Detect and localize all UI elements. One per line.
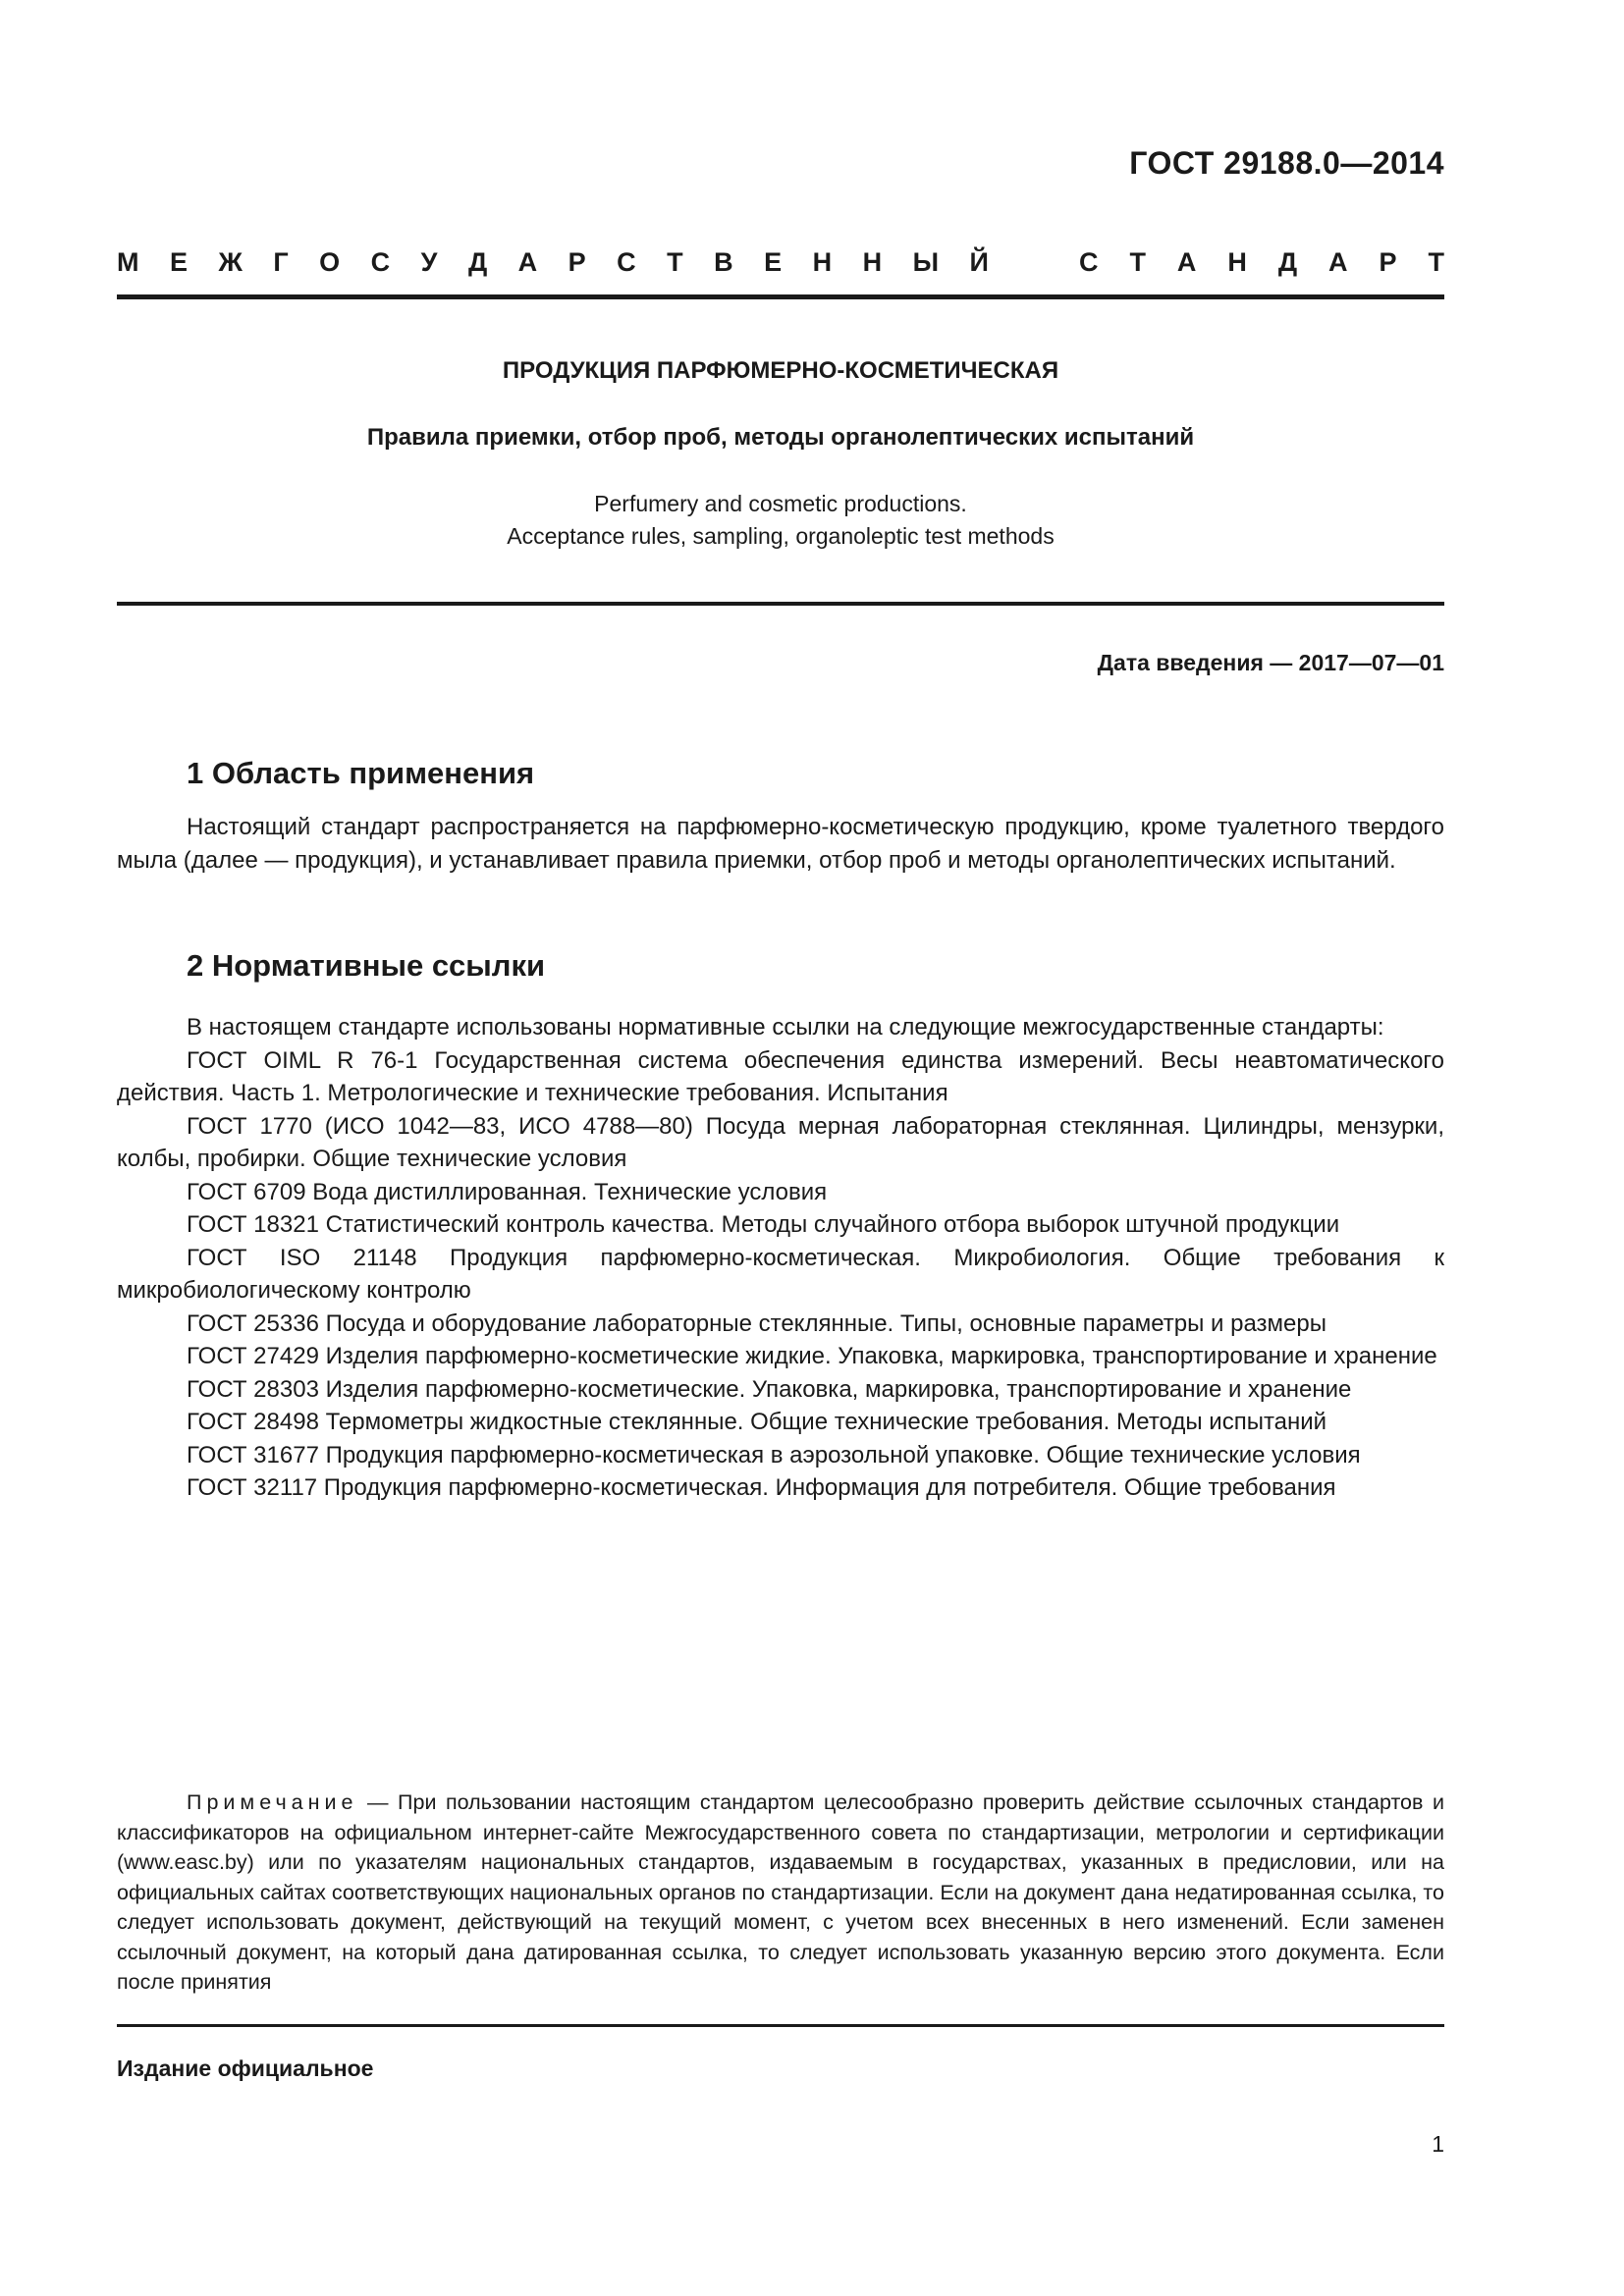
document-title: ПРОДУКЦИЯ ПАРФЮМЕРНО-КОСМЕТИЧЕСКАЯ bbox=[502, 357, 1059, 384]
reference-item: ГОСТ ISO 21148 Продукция парфюмерно-косметическая. Микробиология. Общие требования к микробиологическому контролю bbox=[117, 1244, 1444, 1304]
banner-letter: Р bbox=[568, 247, 586, 277]
banner-letter: У bbox=[420, 247, 438, 277]
effective-date: Дата введения — 2017—07—01 bbox=[1097, 650, 1444, 675]
banner-letter: Ы bbox=[912, 247, 940, 277]
reference-item: ГОСТ 27429 Изделия парфюмерно-косметические жидкие. Упаковка, маркировка, транспортирование и хранение bbox=[187, 1343, 1437, 1369]
banner-letter: Н bbox=[812, 247, 833, 277]
banner-letter: Ж bbox=[218, 247, 243, 277]
banner-letter: А bbox=[517, 247, 538, 277]
title-rule bbox=[117, 602, 1444, 606]
banner-letter: С bbox=[617, 247, 636, 277]
banner-letter: Н bbox=[1227, 247, 1247, 277]
references-intro: В настоящем стандарте использованы нормативные ссылки на следующие межгосударственные стандарты: bbox=[187, 1014, 1384, 1041]
banner-letter: Т bbox=[1129, 247, 1146, 277]
official-edition-label: Издание официальное bbox=[117, 2056, 374, 2081]
note-paragraph bbox=[117, 1788, 1444, 1998]
reference-item: ГОСТ 28303 Изделия парфюмерно-косметические. Упаковка, маркировка, транспортирование и хранение bbox=[187, 1375, 1352, 1403]
english-title bbox=[117, 488, 1444, 553]
banner-letter: А bbox=[1176, 247, 1197, 277]
banner-letter: А bbox=[1328, 247, 1348, 277]
banner-letter: О bbox=[319, 247, 341, 277]
normative-references bbox=[117, 1011, 1444, 1505]
section-1-heading: 1 Область применения bbox=[187, 756, 535, 790]
banner-letter: Д bbox=[1277, 247, 1298, 277]
banner-letter: Н bbox=[862, 247, 883, 277]
standard-code: ГОСТ 29188.0—2014 bbox=[1129, 145, 1444, 181]
reference-item: ГОСТ 31677 Продукция парфюмерно-косметическая в аэрозольной упаковке. Общие технические условия bbox=[187, 1441, 1361, 1468]
english-title-line2: Acceptance rules, sampling, organoleptic test methods bbox=[507, 523, 1055, 549]
note-text: — При пользовании настоящим стандартом целесообразно проверить действие ссылочных стандартов и классификаторов на официальном интернет-сайте Межгосударственного совета по стандартизации, метрологии и сертификации (www.easc.by) или по указателям национальных стандартов, издаваемым в государствах, указанных в предисловии, или на официальных сайтах соответствующих национальных органов по стандартизации. Если на документ дана недатированная ссылка, то следует использовать документ, действующий на текущий момент, с учетом всех внесенных в него изменений. Если заменен ссылочный документ, на который дана датированная ссылка, то следует использовать указанную версию этого документа. Если после принятия bbox=[117, 1790, 1444, 1994]
banner-letter: С bbox=[370, 247, 391, 277]
reference-item: ГОСТ 1770 (ИСО 1042—83, ИСО 4788—80) Посуда мерная лабораторная стеклянная. Цилиндры, мензурки, колбы, пробирки. Общие технические условия bbox=[117, 1112, 1444, 1172]
standard-word bbox=[1079, 247, 1444, 278]
banner-letter: М bbox=[117, 247, 139, 277]
scope-paragraph: Настоящий стандарт распространяется на парфюмерно-косметическую продукцию, кроме туалетного твердого мыла (далее — продукция), и устанавливает правила приемки, отбор проб и методы органолептических испытаний. bbox=[117, 814, 1444, 874]
note-label: Примечание bbox=[187, 1790, 358, 1814]
reference-item: ГОСТ 18321 Статистический контроль качества. Методы случайного отбора выборок штучной продукции bbox=[187, 1211, 1340, 1238]
banner-letter: С bbox=[1079, 247, 1099, 277]
reference-item: ГОСТ 25336 Посуда и оборудование лабораторные стеклянные. Типы, основные параметры и размеры bbox=[187, 1309, 1326, 1337]
section-2-heading: 2 Нормативные ссылки bbox=[187, 948, 546, 983]
banner-letter: Е bbox=[764, 247, 783, 277]
interstate-standard-banner bbox=[117, 247, 1444, 278]
banner-letter: Р bbox=[1379, 247, 1397, 277]
footer-rule bbox=[117, 2024, 1444, 2027]
banner-letter: Д bbox=[467, 247, 488, 277]
reference-item: ГОСТ OIML R 76-1 Государственная система обеспечения единства измерений. Весы неавтоматического действия. Часть 1. Метрологические и технические требования. Испытания bbox=[117, 1046, 1444, 1106]
english-title-line1: Perfumery and cosmetic productions. bbox=[594, 491, 967, 516]
banner-letter: Т bbox=[1428, 247, 1444, 277]
banner-letter: Й bbox=[969, 247, 989, 277]
reference-item: ГОСТ 6709 Вода дистиллированная. Технические условия bbox=[187, 1178, 828, 1205]
banner-letter: Е bbox=[169, 247, 188, 277]
section-1-text bbox=[117, 811, 1444, 877]
page-number: 1 bbox=[1432, 2131, 1444, 2157]
banner-letter: В bbox=[714, 247, 733, 277]
header-rule bbox=[117, 294, 1444, 299]
document-subtitle: Правила приемки, отбор проб, методы органолептических испытаний bbox=[366, 424, 1195, 451]
banner-letter: Г bbox=[273, 247, 289, 277]
reference-item: ГОСТ 28498 Термометры жидкостные стеклянные. Общие технические требования. Методы испытаний bbox=[187, 1409, 1327, 1435]
reference-item: ГОСТ 32117 Продукция парфюмерно-косметическая. Информация для потребителя. Общие требования bbox=[187, 1474, 1336, 1501]
banner-letter: Т bbox=[667, 247, 683, 277]
interstate-word bbox=[117, 247, 989, 278]
